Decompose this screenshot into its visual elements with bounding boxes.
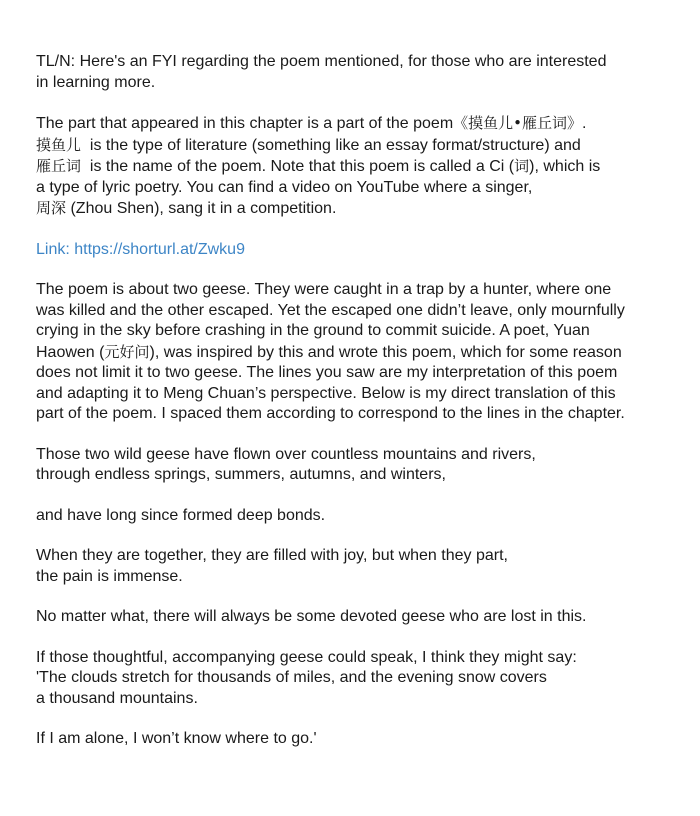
translator-note: [36, 52, 676, 770]
verse-stanza-1: [36, 445, 676, 486]
verse-stanza-5: [36, 648, 676, 710]
story-paragraph: [36, 280, 676, 425]
singer-name-chinese: 周深: [36, 199, 67, 217]
story-line: [36, 342, 676, 364]
verse-line: and have long since formed deep bonds.: [36, 506, 326, 524]
verse-line: a thousand mountains.: [36, 689, 198, 707]
verse-line: the pain is immense.: [36, 567, 183, 585]
poem-info-line-1: [36, 113, 676, 135]
link-paragraph: [36, 240, 676, 261]
verse-stanza-2: [36, 506, 676, 527]
verse-line: through endless springs, summers, autumns, and winters,: [36, 466, 446, 483]
poem-info-text: ), which is: [529, 158, 601, 175]
verse-line: If those thoughtful, accompanying geese could speak, I think they might say:: [36, 648, 577, 666]
story-text: ), was inspired by this and wrote this poem, which for some reason: [149, 343, 622, 361]
poem-info-line-3: [36, 156, 676, 178]
story-text: Haowen (: [36, 343, 105, 361]
intro-paragraph: [36, 52, 676, 93]
poem-info-text: (Zhou Shen), sang it in a competition.: [66, 200, 337, 217]
verse-stanza-6: [36, 729, 676, 750]
poem-info-text: is the name of the poem. Note that this poem is called a Ci (: [81, 158, 515, 175]
story-line: part of the poem. I spaced them according to correspond to the lines in the chapter.: [36, 405, 625, 422]
intro-line-1: TL/N: Here's an FYI regarding the poem mentioned, for those who are interested: [36, 53, 607, 70]
literature-type-chinese: 摸鱼儿: [36, 135, 82, 154]
story-line: and adapting it to Meng Chuan’s perspective. Below is my direct translation of this: [36, 384, 616, 402]
story-line: The poem is about two geese. They were caught in a trap by a hunter, where one: [36, 281, 612, 298]
poem-info-line-2: [36, 135, 676, 157]
video-link[interactable]: Link: https://shorturl.at/Zwku9: [36, 240, 245, 258]
verse-stanza-4: [36, 607, 676, 628]
verse-line: When they are together, they are filled with joy, but when they part,: [36, 547, 508, 564]
poem-name-chinese: 雁丘词: [36, 157, 82, 175]
ci-chinese: 词: [514, 157, 530, 175]
verse-line: Those two wild geese have flown over countless mountains and rivers,: [36, 445, 536, 463]
verse-line: 'The clouds stretch for thousands of miles, and the evening snow covers: [36, 669, 547, 686]
verse-line: No matter what, there will always be some devoted geese who are lost in this.: [36, 608, 587, 625]
intro-line-2: in learning more.: [36, 73, 156, 91]
story-line: does not limit it to two geese. The lines you saw are my interpretation of this poem: [36, 364, 618, 381]
verse-stanza-3: [36, 546, 676, 587]
story-line: crying in the sky before crashing in the ground to commit suicide. A poet, Yuan: [36, 322, 590, 339]
punctuation: .: [582, 115, 587, 132]
poem-info-line-4: a type of lyric poetry. You can find a video on YouTube where a singer,: [36, 178, 533, 196]
poem-info-line-5: [36, 198, 676, 220]
verse-line: If I am alone, I won’t know where to go.': [36, 730, 317, 747]
poem-info-text: The part that appeared in this chapter is a part of the poem: [36, 115, 454, 132]
story-line: was killed and the other escaped. Yet the escaped one didn’t leave, only mournfully: [36, 301, 625, 319]
poet-name-chinese: 元好问: [104, 342, 150, 361]
poem-title-chinese: 《摸鱼儿•雁丘词》: [453, 114, 582, 132]
poem-info-text: is the type of literature (something like an essay format/structure) and: [81, 136, 581, 154]
poem-info-paragraph: [36, 113, 676, 220]
